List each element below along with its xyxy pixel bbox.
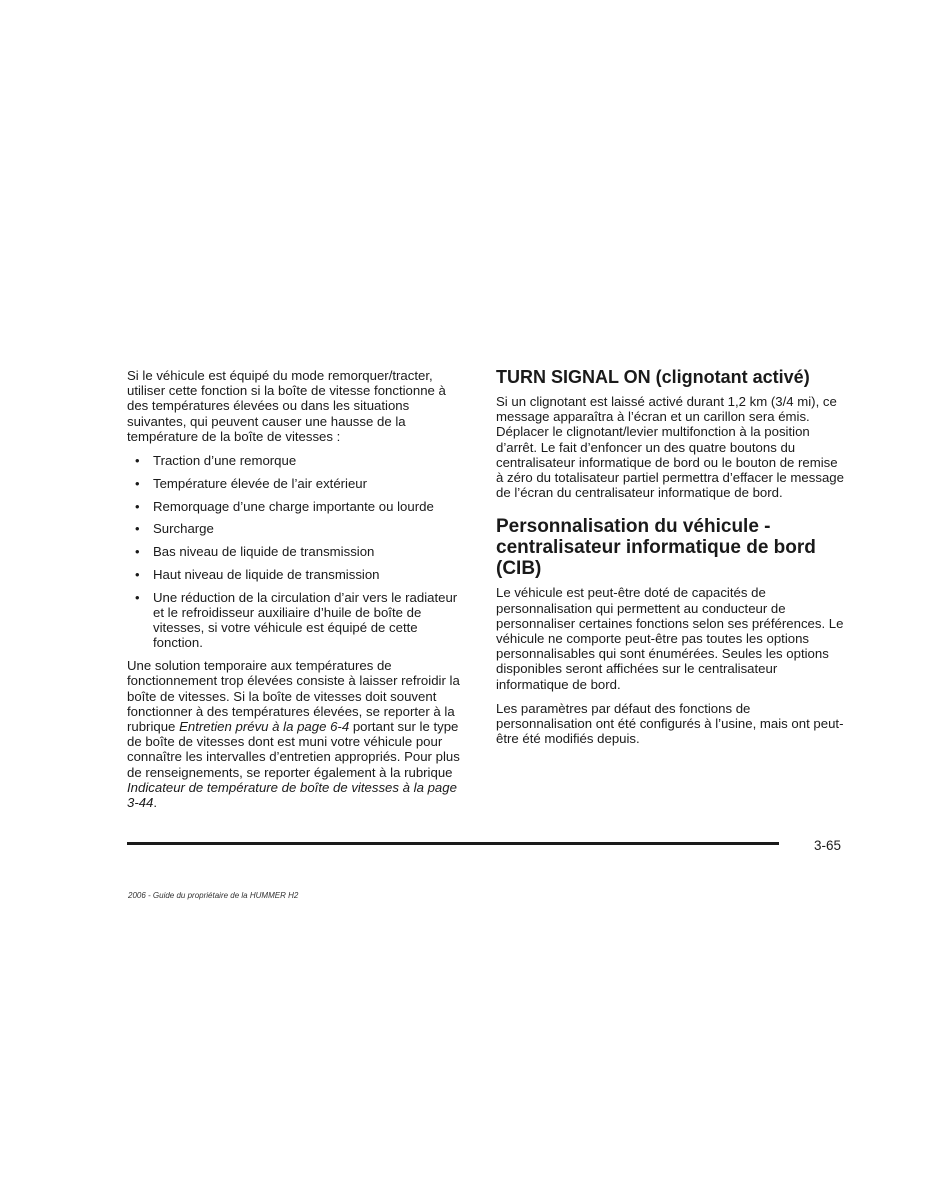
turn-signal-paragraph: Si un clignotant est laissé activé durant 1,2 km (3/4 mi), ce message apparaîtra à l’écran et un carillon sera émis. Déplacer le clignotant/levier multifonction à la position d’arrêt. Le fait d’enfoncer un des quatre boutons du centralisateur informatique de bord ou le bouton de remise à zéro du totalisateur partiel permettra d’effacer le message de l’écran du centralisateur informatique de bord.: [496, 394, 844, 501]
list-item: • Remorquage d’une charge importante ou lourde: [135, 498, 434, 514]
intro-paragraph: Si le véhicule est équipé du mode remorquer/tracter, utiliser cette fonction si la boîte de vitesse fonctionne à des températures élevées ou dans les situations suivantes, qui peuvent causer une hausse de la température de la boîte de vitesses :: [127, 368, 446, 444]
list-item: • Surcharge: [135, 521, 214, 537]
condition-list: [127, 453, 467, 651]
left-column: [127, 368, 467, 819]
footer-text: 2006 - Guide du propriétaire de la HUMMER H2: [128, 891, 299, 900]
page-number: 3-65: [814, 838, 842, 853]
solution-paragraph: Une solution temporaire aux températures de fonctionnement trop élevées consiste à laisser refroidir la boîte de vitesses. Si la boîte de vitesses doit souvent fonctionner à des températures élevées, se reporter à la rubrique Entretien prévu à la page 6-4 portant sur le type de boîte de vitesses dont est muni votre véhicule pour connaître les intervalles d’entretien appropriés. Pour plus de renseignements, se reporter également à la rubrique Indicateur de température de boîte de vitesses à la page 3-44.: [127, 658, 460, 811]
turn-signal-heading: TURN SIGNAL ON (clignotant activé): [496, 367, 810, 387]
bullet-icon: •: [135, 498, 140, 514]
list-item: • Une réduction de la circulation d’air vers le radiateur et le refroidisseur auxiliaire d’huile de boîte de vitesses, si votre véhicule est équipé de cette fonction.: [135, 589, 458, 651]
bullet-icon: •: [135, 453, 140, 469]
list-item: • Bas niveau de liquide de transmission: [135, 544, 375, 560]
bullet-icon: •: [135, 567, 140, 582]
right-column: [496, 367, 846, 755]
personalisation-paragraph-1: Le véhicule est peut-être doté de capacités de personnalisation qui permettent au conducteur de personnaliser certaines fonctions selon ses préférences. Le véhicule ne comporte peut-être pas toutes les options personnalisables qui sont énumérées. Seules les options disponibles seront affichées sur le centralisateur informatique de bord.: [496, 585, 844, 692]
bullet-icon: •: [135, 589, 140, 605]
list-item: • Température élevée de l’air extérieur: [135, 475, 368, 491]
bullet-icon: •: [135, 521, 140, 537]
list-item: • Traction d’une remorque: [135, 453, 297, 469]
personalisation-paragraph-2: Les paramètres par défaut des fonctions de personnalisation ont été configurés à l’usine, mais ont peut-être été modifiés depuis.: [496, 700, 844, 747]
footer-rule: [127, 842, 779, 845]
cross-reference-temperature-gauge: Indicateur de température de boîte de vitesses à la page 3-44: [127, 779, 457, 811]
cross-reference-maintenance: Entretien prévu à la page 6-4: [179, 719, 350, 735]
bullet-icon: •: [135, 475, 140, 491]
list-item: • Haut niveau de liquide de transmission: [135, 567, 380, 582]
bullet-icon: •: [135, 544, 140, 560]
personalisation-heading: Personnalisation du véhicule - centralisateur informatique de bord (CIB): [496, 516, 816, 580]
